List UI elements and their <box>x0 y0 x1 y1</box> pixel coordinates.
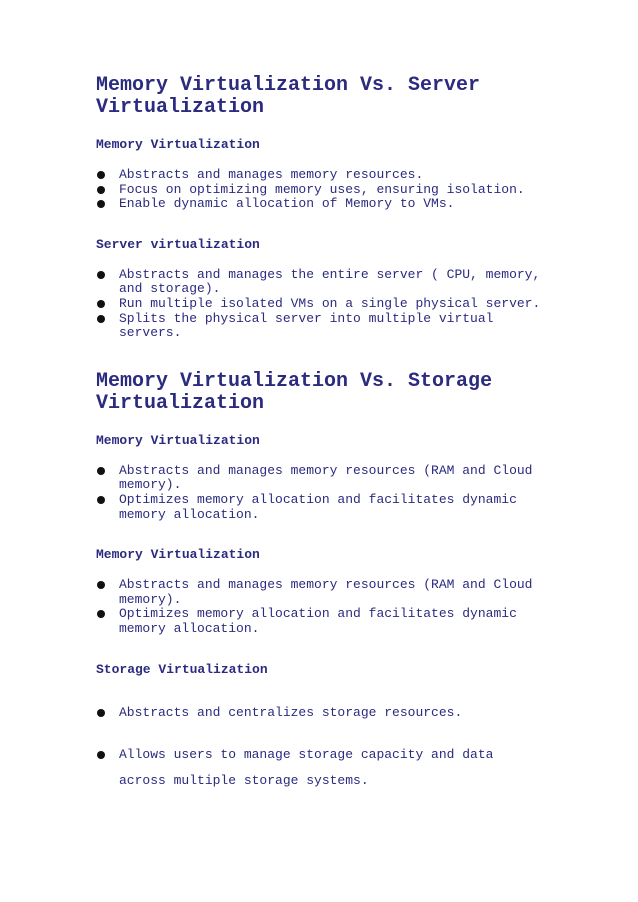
subheading-memory-virtualization: Memory Virtualization <box>96 137 260 152</box>
bullet-icon <box>97 315 105 323</box>
bullet-icon <box>97 171 105 179</box>
list-item: Optimizes memory allocation and facilitates dynamic memory allocation. <box>96 607 539 636</box>
bullet-icon <box>97 581 105 589</box>
memory-virtualization-list <box>96 168 556 212</box>
bullet-icon <box>97 610 105 618</box>
storage-virtualization-list <box>96 700 556 794</box>
list-item: Run multiple isolated VMs on a single physical server. <box>96 297 556 312</box>
bullet-icon <box>97 496 105 504</box>
bullet-icon <box>97 300 105 308</box>
subheading-memory-virtualization-2: Memory Virtualization <box>96 432 260 448</box>
list-item: Abstracts and manages memory resources (RAM and Cloud memory). <box>96 578 556 607</box>
list-item: Enable dynamic allocation of Memory to VMs. <box>96 197 556 212</box>
list-item: Abstracts and manages memory resources. <box>96 168 556 183</box>
bullet-icon <box>97 467 105 475</box>
list-item: Abstracts and manages memory resources (RAM and Cloud memory). <box>96 464 556 493</box>
bullet-icon <box>97 751 105 759</box>
section-title-server: Memory Virtualization Vs. Server Virtualization <box>96 74 481 119</box>
bullet-icon <box>97 271 105 279</box>
document-page <box>96 75 556 810</box>
list-item: Abstracts and centralizes storage resources. <box>96 700 556 726</box>
bullet-icon <box>97 709 105 717</box>
subheading-memory-virtualization-3: Memory Virtualization <box>96 547 260 563</box>
subheading-server-virtualization: Server virtualization <box>96 236 260 252</box>
subheading-storage-virtualization: Storage Virtualization <box>96 661 268 677</box>
memory-virtualization-list-3 <box>96 578 556 636</box>
list-item: Allows users to manage storage capacity and data across multiple storage systems. <box>96 742 519 794</box>
memory-virtualization-list-2 <box>96 464 556 522</box>
bullet-icon <box>97 200 105 208</box>
list-item: Focus on optimizing memory uses, ensuring isolation. <box>96 183 556 198</box>
bullet-icon <box>97 186 105 194</box>
server-virtualization-list <box>96 268 556 341</box>
section-title-storage: Memory Virtualization Vs. Storage Virtualization <box>96 369 493 415</box>
list-item: Optimizes memory allocation and facilitates dynamic memory allocation. <box>96 493 539 522</box>
list-item: Splits the physical server into multiple virtual servers. <box>96 312 509 341</box>
list-item: Abstracts and manages the entire server ( CPU, memory, and storage). <box>96 268 556 297</box>
